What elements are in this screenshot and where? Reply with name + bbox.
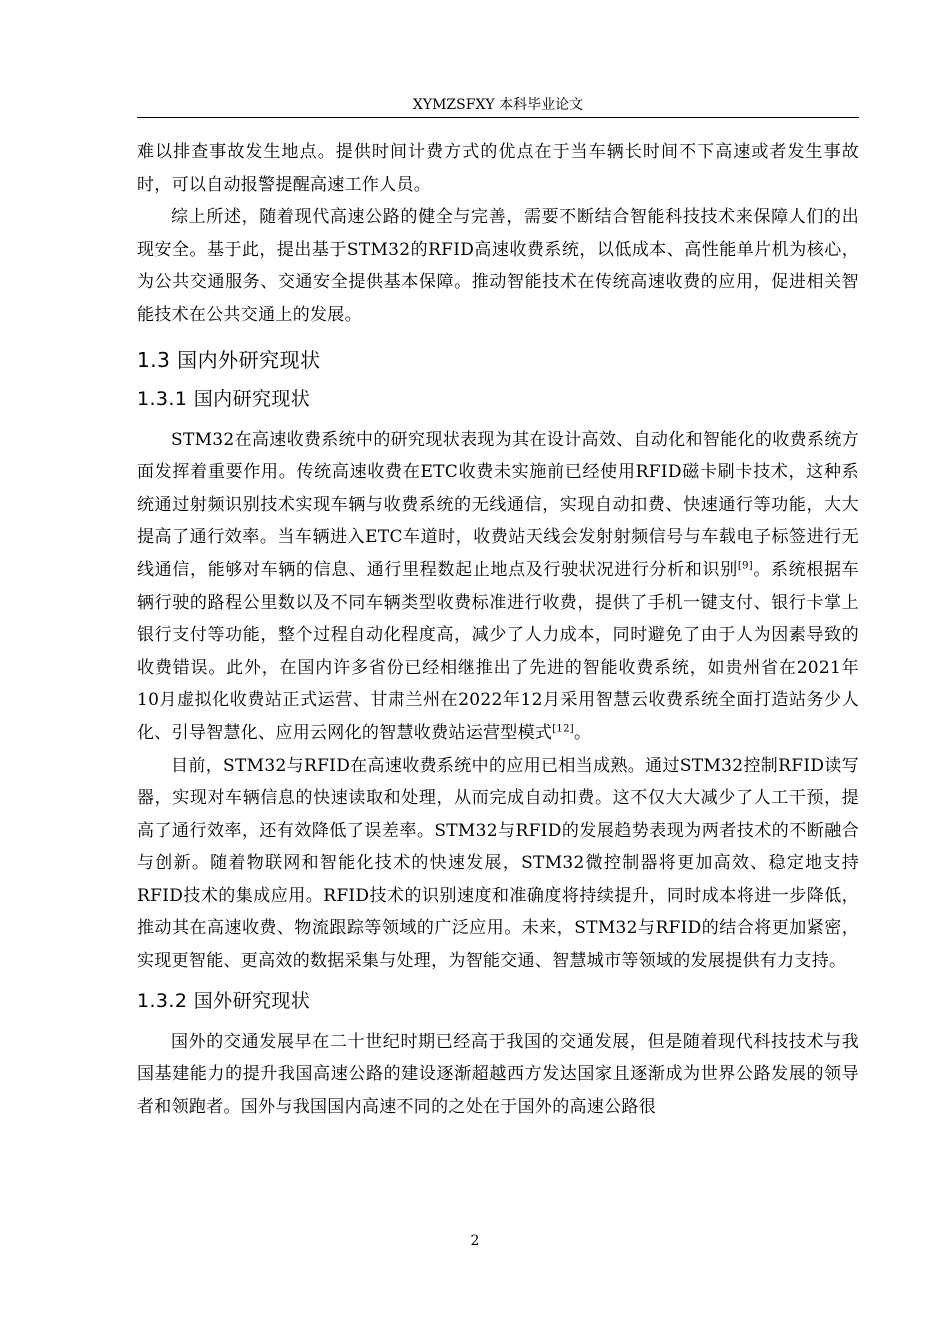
section-heading-1-3: 1.3 国内外研究现状 [137, 347, 321, 372]
citation-9: [9] [737, 560, 753, 572]
text-run: STM32在高速收费系统中的研究现状表现为其在设计高效、自动化和智能化的收费系统方面发挥着重要作用。传统高速收费在ETC收费未实施前已经使用RFID磁卡刷卡技术，这种系统通过射频识别技术实现车辆与收费系统的无线通信，实现自动扣费、快速通行等功能，大大提高了通行效率。当车辆进入ETC车道时，收费站天线会发射射频信号与车载电子标签进行无线通信，能够对车辆的信息、通行里程数起止地点及行驶状况进行分析和识别 [137, 429, 859, 580]
page-number: 2 [470, 1233, 480, 1249]
subsection-heading-1-3-1: 1.3.1 国内研究现状 [137, 387, 311, 410]
paragraph-domestic-2: 目前，STM32与RFID在高速收费系统中的应用已相当成熟。通过STM32控制RFID读写器，实现对车辆信息的快速读取和处理，从而完成自动扣费。这不仅大大减少了人工干预，提高了通行效率，还有效降低了误差率。STM32与RFID的发展趋势表现为两者技术的不断融合与创新。随着物联网和智能化技术的快速发展，STM32微控制器将更加高效、稳定地支持RFID技术的集成应用。RFID技术的识别速度和准确度将持续提升，同时成本将进一步降低，推动其在高速收费、物流跟踪等领域的广泛应用。未来，STM32与RFID的结合将更加紧密，实现更智能、更高效的数据采集与处理，为智能交通、智慧城市等领域的发展提供有力支持。 [137, 755, 859, 972]
paragraph-continued: 难以排查事故发生地点。提供时间计费方式的优点在于当车辆长时间不下高速或者发生事故时，可以自动报警提醒高速工作人员。 [137, 142, 859, 195]
text-run: 。系统根据车辆行驶的路程公里数以及不同车辆类型收费标准进行收费，提供了手机一键支付、银行卡掌上银行支付等功能，整个过程自动化程度高，减少了人力成本，同时避免了由于人为因素导致的收费错误。此外，在国内许多省份已经相继推出了先进的智能收费系统，如贵州省在2021年10月虚拟化收费站正式运营、甘肃兰州在2022年12月采用智慧云收费系统全面打造站务少人化、引导智慧化、应用云网化的智慧收费站运营型模式 [137, 559, 859, 743]
paragraph-foreign-1: 国外的交通发展早在二十世纪时期已经高于我国的交通发展，但是随着现代科技技术与我国基建能力的提升我国高速公路的建设逐渐超越西方发达国家且逐渐成为世界公路发展的领导者和领跑者。国外与我国国内高速不同的之处在于国外的高速公路很 [137, 1031, 859, 1117]
paragraph-summary: 综上所述，随着现代高速公路的健全与完善，需要不断结合智能科技技术来保障人们的出现安全。基于此，提出基于STM32的RFID高速收费系统，以低成本、高性能单片机为核心，为公共交通服务、交通安全提供基本保障。推动智能技术在传统高速收费的应用，促进相关智能技术在公共交通上的发展。 [137, 207, 859, 325]
subsection-heading-1-3-2: 1.3.2 国外研究现状 [137, 989, 311, 1012]
text-run: 。 [573, 722, 592, 743]
citation-12: [12] [552, 723, 574, 735]
header-rule [137, 117, 859, 118]
page-header: XYMZSFXY 本科毕业论文 [412, 97, 584, 113]
page-body [137, 136, 859, 1123]
paragraph-domestic-1 [137, 424, 859, 750]
